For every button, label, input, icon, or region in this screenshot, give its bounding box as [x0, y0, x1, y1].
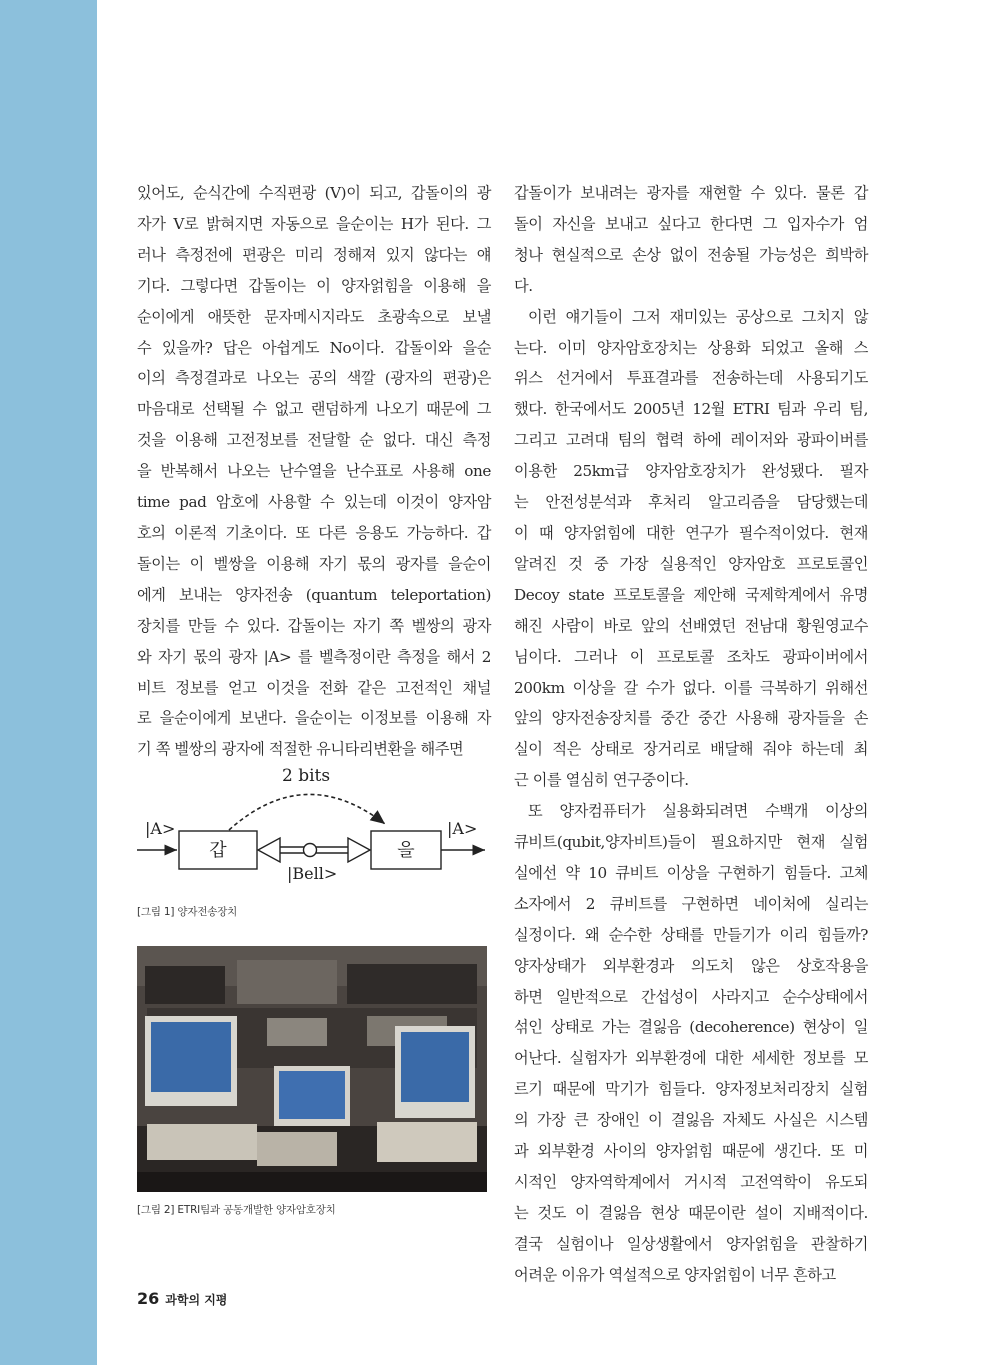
text-line: 호의 이론적 기초이다. 또 다른 응용도 가능하다. 갑 [137, 523, 491, 542]
text-line: 200km 이상을 갈 수가 없다. 이를 극복하기 위해선 [514, 678, 868, 697]
text-line: 근 이를 열심히 연구중이다. [514, 771, 689, 790]
text-line: 돌이 자신을 보내고 싶다고 한다면 그 입자수가 엄 [514, 214, 868, 233]
text-line: 돌이는 이 벨쌍을 이용해 자기 몫의 광자를 을순이 [137, 554, 491, 573]
text-line: 비트 정보를 얻고 이것을 전화 같은 고전적인 채널 [137, 678, 491, 697]
text-line: 을 반복해서 나오는 난수열을 난수표로 사용해 one [137, 462, 491, 481]
text-line: 소자에서 2 큐비트를 구현하면 네이처에 실리는 [514, 894, 868, 913]
text-line: 이런 얘기들이 그저 재미있는 공상으로 그치지 않 [528, 307, 868, 326]
text-line: 했다. 한국에서도 2005년 12월 ETRI 팀과 우리 팀, [514, 400, 868, 419]
teleportation-diagram [137, 752, 487, 897]
text-line: 실에선 약 10 큐비트 이상을 구현하기 힘들다. 고체 [514, 863, 868, 882]
text-line: Decoy state 프로토콜을 제안해 국제학계에서 유명 [514, 585, 868, 604]
text-line: 자가 V로 밝혀지면 자동으로 을순이는 H가 된다. 그 [137, 214, 491, 233]
output-state-label: |A> [447, 819, 478, 838]
left-text-column [137, 178, 491, 765]
bell-state-label: |Bell> [287, 864, 338, 883]
text-line: 는 안전성분석과 후처리 알고리즘을 담당했는데 [514, 493, 868, 512]
page-footer [137, 1289, 227, 1308]
text-line: 어난다. 실험자가 외부환경에 대한 세세한 정보를 모 [514, 1049, 868, 1068]
text-line: 장치를 만들 수 있다. 갑돌이는 자기 쪽 벨쌍의 광자 [137, 616, 491, 635]
receiver-box-label: 을 [397, 840, 415, 861]
page-number: 26 [137, 1289, 160, 1308]
text-line: 이 때 양자얽힘에 대한 연구가 필수적이었다. 현재 [514, 523, 868, 542]
text-line: 로 을순이에게 보낸다. 을순이는 이정보를 이용해 자 [137, 709, 491, 728]
side-color-band [0, 0, 97, 1365]
text-line: 하면 일반적으로 간섭성이 사라지고 순수상태에서 [514, 987, 868, 1006]
text-line: 님이다. 그러나 이 프로토콜 조차도 광파이버에서 [514, 647, 868, 666]
text-line: 기 쪽 벨쌍의 광자에 적절한 유니타리변환을 해주면 [137, 740, 464, 759]
lab-photo-illustration [137, 946, 487, 1192]
figure1-caption: [그림 1] 양자전송장치 [137, 906, 238, 918]
text-line: 마음대로 선택될 수 없고 랜덤하게 나오기 때문에 그 [137, 400, 491, 419]
text-line: 수 있을까? 답은 아쉽게도 No이다. 갑돌이와 을순 [137, 338, 491, 357]
text-line: 러나 측정전에 편광은 미리 정해져 있지 않다는 얘 [137, 245, 491, 264]
text-line: 갑돌이가 보내려는 광자를 재현할 수 있다. 물론 갑 [514, 184, 868, 202]
lab-equipment-photo [137, 946, 487, 1192]
text-line: 결국 실험이나 일상생활에서 양자얽힘을 관찰하기 [514, 1234, 868, 1253]
text-line: 큐비트(qubit,양자비트)들이 필요하지만 현재 실험 [514, 833, 868, 852]
text-line: 의 가장 큰 장애인 이 결잃음 자체도 사실은 시스템 [514, 1111, 868, 1130]
text-line: 그리고 고려대 팀의 협력 하에 레이저와 광파이버를 [514, 431, 868, 450]
text-line: 위스 선거에서 투표결과를 전송하는데 사용되기도 [514, 369, 868, 388]
sender-box-label: 갑 [209, 840, 227, 861]
text-line: 어려운 이유가 역설적으로 양자얽힘이 너무 흔하고 [514, 1265, 836, 1284]
text-line: 순이에게 애뜻한 문자메시지라도 초광속으로 보낼 [137, 307, 491, 326]
right-text-column [514, 178, 868, 1291]
input-state-label: |A> [145, 819, 176, 838]
bits-label: 2 bits [282, 766, 331, 786]
text-line: 섞인 상태로 가는 결잃음 (decoherence) 현상이 일 [514, 1018, 868, 1037]
text-line: 양자상태가 외부환경과 의도치 않은 상호작용을 [514, 956, 868, 975]
text-line: 실이 적은 상태로 장거리로 배달해 줘야 하는데 최 [514, 740, 868, 759]
text-line: 또 양자컴퓨터가 실용화되려면 수백개 이상의 [528, 802, 868, 821]
text-line: 르기 때문에 막기가 힘들다. 양자정보처리장치 실험 [514, 1080, 868, 1099]
text-line: 청나 현실적으로 손상 없이 전송될 가능성은 희박하 [514, 245, 868, 264]
classical-channel-arrow [229, 794, 385, 830]
text-line: 실정이다. 왜 순수한 상태를 만들기가 이리 힘들까? [514, 925, 868, 944]
text-line: 것을 이용해 고전정보를 전달할 순 없다. 대신 측정 [137, 431, 491, 450]
text-line: 시적인 양자역학계에서 거시적 고전역학이 유도되 [514, 1173, 868, 1191]
text-line: 있어도, 순식간에 수직편광 (V)이 되고, 갑돌이의 광 [137, 184, 491, 202]
bell-source-circle [304, 844, 317, 857]
text-line: 과 외부환경 사이의 양자얽힘 때문에 생긴다. 또 미 [514, 1142, 868, 1161]
text-line: 와 자기 몫의 광자 |A> 를 벨측정이란 측정을 해서 2 [137, 647, 491, 666]
text-line: 는 것도 이 결잃음 현상 때문이란 설이 지배적이다. [514, 1203, 868, 1222]
figure2-caption: [그림 2] ETRI팀과 공동개발한 양자암호장치 [137, 1204, 336, 1216]
magazine-name: 과학의 지평 [165, 1293, 228, 1307]
bell-left-arrowhead [258, 838, 280, 862]
text-line: 다. [514, 276, 533, 295]
text-line: 해진 사람이 바로 앞의 선배였던 전남대 황원영교수 [514, 616, 868, 635]
text-line: 앞의 양자전송장치를 중간 중간 사용해 광자들을 손 [514, 709, 868, 728]
text-line: 에게 보내는 양자전송 (quantum teleportation) [137, 585, 491, 604]
text-line: 알려진 것 중 가장 실용적인 양자암호 프로토콜인 [514, 554, 868, 573]
bell-right-arrowhead [348, 838, 370, 862]
text-line: 이의 측정결과로 나오는 공의 색깔 (광자의 편광)은 [137, 369, 491, 388]
text-line: time pad 암호에 사용할 수 있는데 이것이 양자암 [137, 493, 491, 512]
text-line: 기다. 그렇다면 갑돌이는 이 양자얽힘을 이용해 을 [137, 276, 491, 295]
text-line: 는다. 이미 양자암호장치는 상용화 되었고 올해 스 [514, 338, 868, 357]
text-line: 이용한 25km급 양자암호장치가 완성됐다. 필자 [514, 462, 868, 481]
